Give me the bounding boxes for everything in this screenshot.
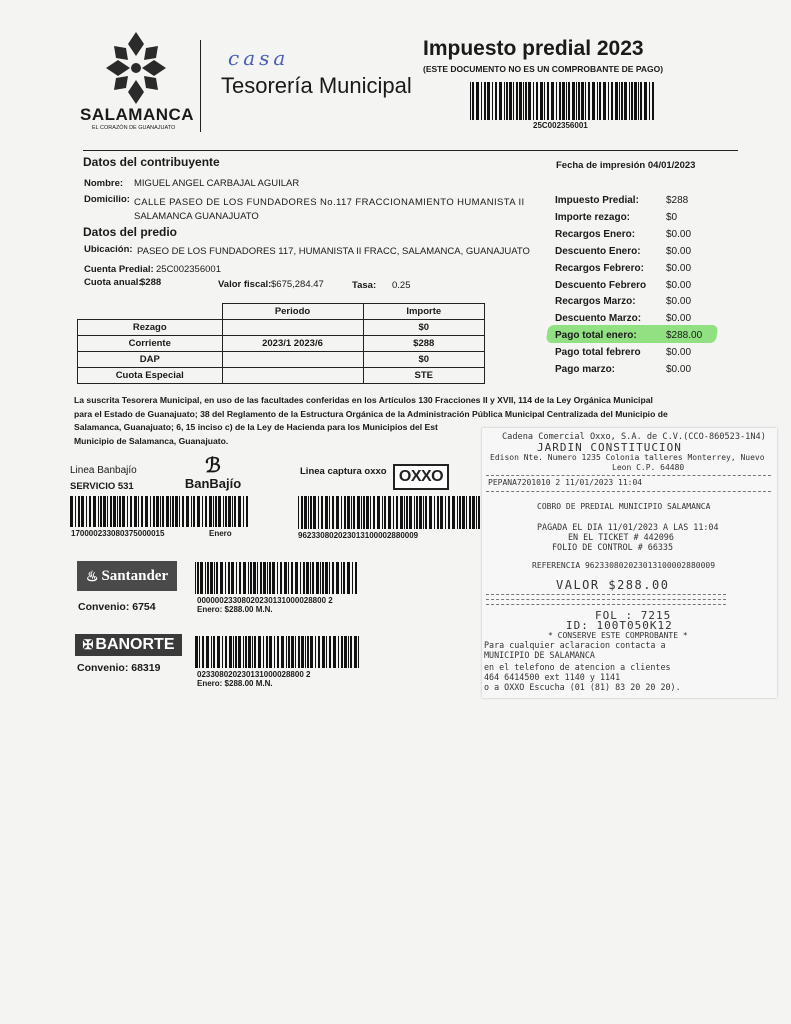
period-table-header (78, 304, 485, 320)
print-date-value: 04/01/2023 (647, 160, 696, 171)
receipt-line: PAGADA EL DIA 11/01/2023 A LAS 11:04 (537, 522, 719, 532)
address-line-2: SALAMANCA GUANAJUATO (134, 211, 259, 222)
receipt-line: FOLIO DE CONTROL # 66335 (552, 542, 674, 552)
summary-value: $288.00 (666, 330, 703, 342)
property-section-title: Datos del predio (83, 225, 178, 239)
santander-logo (77, 561, 177, 591)
summary-value: $0.00 (666, 245, 692, 257)
banbajio-label: Linea Banbajío (70, 465, 137, 476)
summary-label: Recargos Febrero: (555, 262, 644, 274)
table-header-cell: Importe (363, 304, 485, 320)
annual-value: $288 (140, 277, 162, 288)
address-line-1: CALLE PASEO DE LOS FUNDADORES No.117 FRACCIONAMIENTO HUMANISTA II (134, 197, 525, 208)
salamanca-emblem-icon (80, 28, 198, 108)
santander-logo-text: Santander (101, 567, 169, 584)
receipt-line: o a OXXO Escucha (01 (81) 83 20 20 20). (484, 682, 681, 692)
receipt-line: EN EL TICKET # 442096 (568, 532, 674, 542)
location-label: Ubicación: (84, 244, 133, 255)
municipality-tagline: EL CORAZÓN DE GUANAJUATO (92, 125, 176, 131)
banorte-logo-text: BANORTE (95, 636, 175, 653)
fiscal-label: Valor fiscal: (218, 279, 272, 290)
receipt-line: MUNICIPIO DE SALAMANCA (484, 650, 595, 660)
summary-value: $0 (666, 211, 678, 223)
summary-label: Recargos Marzo: (555, 296, 636, 308)
banbajio-month: Enero (209, 529, 232, 538)
santander-flame-icon: ♨ (85, 567, 99, 584)
banbajio-logo-icon: ℬ (205, 455, 221, 477)
legal-line: para el Estado de Guanajuato; 38 del Reglamento de la Estructura Orgánica de la Administración Pública Municipal Centralizada del Municipio de (74, 408, 668, 419)
table-cell: Cuota Especial (78, 368, 223, 384)
table-row (78, 352, 485, 368)
legal-line: Salamanca, Guanajuato; 6, 15 inciso c) de la Ley de Hacienda para los Municipios del Est (74, 422, 438, 432)
print-date-label (556, 160, 695, 171)
name-label: Nombre: (84, 178, 124, 189)
address-label: Domicilio: (84, 194, 130, 205)
banorte-convenio: Convenio: 68319 (77, 662, 161, 674)
summary-label: Descuento Febrero (555, 279, 647, 291)
receipt-total: VALOR $288.00 (556, 578, 670, 592)
account-value: 25C002356001 (156, 264, 221, 275)
rate-label: Tasa: (352, 280, 377, 291)
receipt-line: Cadena Comercial Oxxo, S.A. de C.V.(CCO-860523-1N4) (502, 432, 766, 442)
summary-label: Recargos Enero: (555, 228, 636, 240)
banorte-ref: 023308020230131000028800 2 (197, 670, 311, 679)
document-subtitle: (ESTE DOCUMENTO NO ES UN COMPROBANTE DE PAGO) (423, 64, 664, 74)
santander-amount: Enero: $288.00 M.N. (197, 605, 273, 614)
summary-value: $0.00 (666, 313, 692, 325)
oxxo-label: Linea captura oxxo (300, 466, 387, 477)
table-cell: 2023/1 2023/6 (222, 336, 363, 352)
banorte-barcode (195, 636, 361, 668)
receipt-line: Para cualquier aclaracion contacta a (484, 640, 666, 650)
table-row (78, 368, 485, 384)
oxxo-receipt (482, 428, 777, 698)
receipt-line: Leon C.P. 64480 (612, 463, 685, 472)
header-rule (83, 150, 738, 151)
receipt-line: PEPANA7201010 2 11/01/2023 11:04 (488, 478, 643, 487)
receipt-line: JARDIN CONSTITUCION (537, 441, 682, 454)
receipt-line: COBRO DE PREDIAL MUNICIPIO SALAMANCA (537, 502, 711, 511)
receipt-line: ID: 100T050K12 (566, 619, 673, 632)
banbajio-ref: 170000233080375000015 (71, 529, 165, 538)
receipt-line: 464 6414500 ext 1140 y 1141 (484, 672, 621, 682)
table-cell: $0 (363, 320, 485, 336)
summary-value: $0.00 (666, 262, 692, 274)
table-cell (222, 368, 363, 384)
summary-value: $0.00 (666, 347, 692, 359)
salamanca-logo (80, 28, 198, 132)
annual-label: Cuota anual: (84, 277, 142, 288)
taxpayer-name: MIGUEL ANGEL CARBAJAL AGUILAR (134, 178, 300, 189)
summary-label: Pago marzo: (555, 364, 616, 375)
receipt-line: en el telefono de atencion a clientes (484, 662, 671, 672)
header-barcode (470, 82, 656, 120)
legal-line: Municipio de Salamanca, Guanajuato. (74, 435, 229, 446)
table-cell: Rezago (78, 320, 223, 336)
rate-value: 0.25 (392, 280, 411, 291)
office-name: Tesorería Municipal (221, 73, 412, 98)
legal-line: La suscrita Tesorera Municipal, en uso de las facultades conferidas en los Artículos 130 Fracciones II y XVII, 114 de la Ley Orgánica Municipal (74, 395, 653, 405)
account-label: Cuenta Predial: (84, 264, 154, 275)
oxxo-logo-text: OXXO (398, 468, 444, 485)
summary-value: $0.00 (666, 279, 692, 291)
table-header-cell (78, 304, 223, 320)
table-cell (222, 352, 363, 368)
receipt-divider (486, 594, 726, 595)
summary-label: Descuento Enero: (555, 245, 641, 257)
summary-value: $288 (666, 195, 689, 206)
period-table (77, 303, 485, 384)
banorte-amount: Enero: $288.00 M.N. (197, 679, 273, 688)
property-location: PASEO DE LOS FUNDADORES 117, HUMANISTA II FRACC, SALAMANCA, GUANAJUATO (137, 246, 530, 257)
banorte-symbol-icon: ✠ (82, 637, 94, 652)
oxxo-logo (393, 464, 449, 490)
header-barcode-number: 25C002356001 (533, 121, 588, 130)
table-cell: $288 (363, 336, 485, 352)
receipt-divider (486, 475, 771, 476)
receipt-divider (486, 604, 726, 605)
summary-value: $0.00 (666, 296, 692, 308)
table-cell: DAP (78, 352, 223, 368)
header-divider (200, 40, 201, 132)
receipt-line: FOL : 7215 (595, 609, 672, 622)
receipt-line: Edison Nte. Numero 1235 Colonia talleres Monterrey, Nuevo (490, 453, 765, 462)
document-title: Impuesto predial 2023 (423, 37, 644, 60)
taxpayer-section-title: Datos del contribuyente (83, 155, 220, 169)
banbajio-logo (182, 456, 244, 491)
summary-label: Descuento Marzo: (555, 313, 642, 325)
municipality-name: SALAMANCA (80, 105, 195, 124)
handwritten-note: casa (228, 46, 290, 70)
santander-ref: 00000023308020230131000028800 2 (197, 596, 333, 605)
oxxo-barcode (298, 496, 481, 529)
summary-label: Importe rezago: (555, 211, 631, 223)
santander-barcode (195, 562, 361, 594)
banbajio-barcode (70, 496, 250, 527)
oxxo-ref: 962330802023013100002880009 (298, 531, 419, 540)
fiscal-value: $675,284.47 (271, 279, 324, 290)
banorte-logo (75, 634, 182, 656)
santander-convenio: Convenio: 6754 (78, 601, 156, 613)
summary-label: Impuesto Predial: (555, 195, 639, 206)
table-cell: STE (363, 368, 485, 384)
banbajio-logo-text: BanBajío (184, 476, 242, 491)
summary-value: $0.00 (666, 228, 692, 240)
banbajio-service: SERVICIO 531 (70, 481, 134, 492)
table-cell (222, 320, 363, 336)
table-row (78, 336, 485, 352)
table-cell: Corriente (78, 336, 223, 352)
table-row (78, 320, 485, 336)
table-cell: $0 (363, 352, 485, 368)
receipt-divider (486, 599, 726, 600)
print-date-label-text: Fecha de impresión (556, 160, 646, 171)
summary-label: Pago total febrero (555, 347, 641, 359)
table-header-cell: Periodo (222, 304, 363, 320)
summary-label: Pago total enero: (555, 330, 637, 342)
receipt-line: REFERENCIA 962330802023013100002880009 (532, 561, 716, 570)
receipt-divider (486, 491, 771, 492)
receipt-line: * CONSERVE ESTE COMPROBANTE * (548, 631, 688, 640)
summary-value: $0.00 (666, 364, 692, 375)
